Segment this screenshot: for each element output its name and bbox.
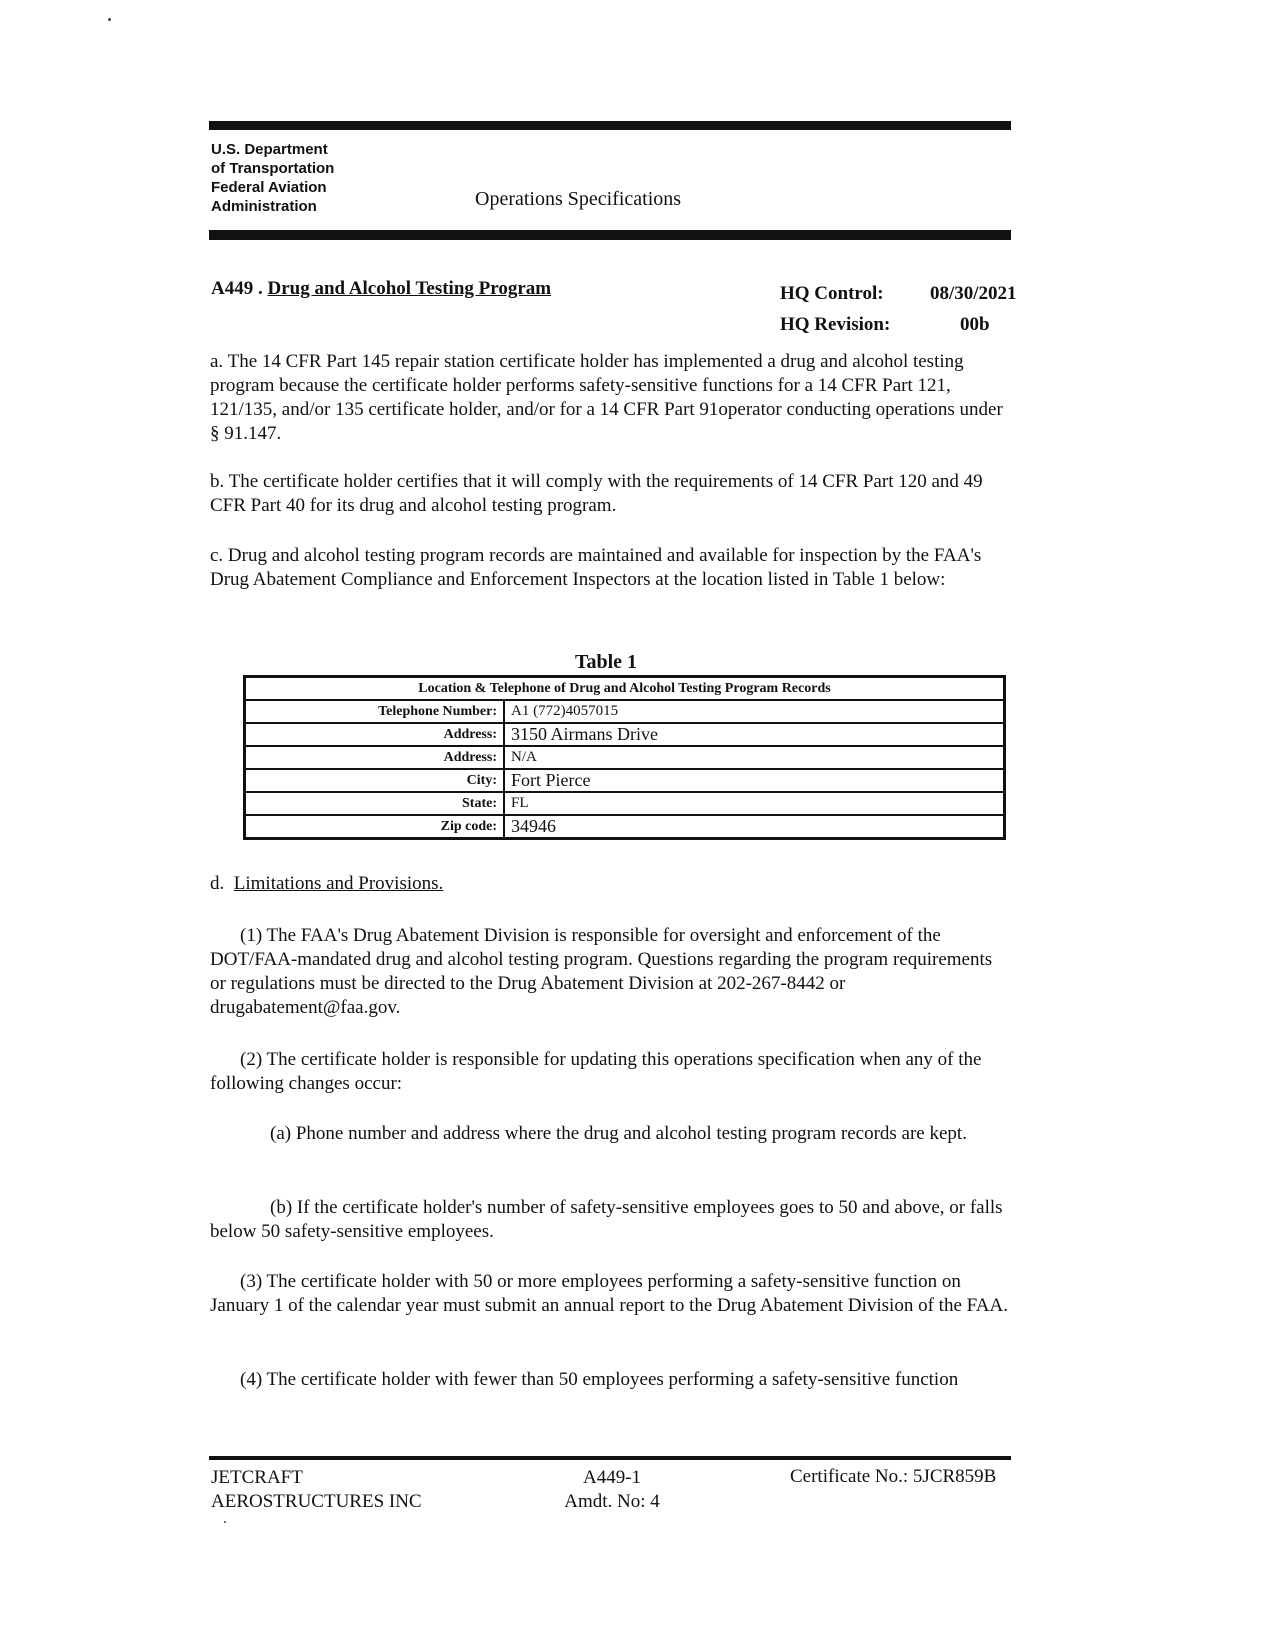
row-label: Zip code: xyxy=(245,815,505,839)
table-caption: Table 1 xyxy=(575,651,638,673)
records-location-table xyxy=(243,675,1006,840)
table-row xyxy=(245,746,1005,769)
agency-line: U.S. Department xyxy=(211,141,328,158)
table-row xyxy=(245,815,1005,839)
hq-control-value: 08/30/2021 xyxy=(930,283,1017,304)
row-value: 34946 xyxy=(504,815,1005,839)
provision-3: (3) The certificate holder with 50 or more employees performing a safety-sensitive function on January 1 of the calendar year must submit an annual report to the Drug Abatement Division of the FAA. xyxy=(210,1271,1008,1316)
provision-4: (4) The certificate holder with fewer than 50 employees performing a safety-sensitive function xyxy=(240,1369,959,1390)
row-value: FL xyxy=(504,792,1005,815)
provision-1: (1) The FAA's Drug Abatement Division is responsible for oversight and enforcement of the DOT/FAA-mandated drug and alcohol testing program. Questions regarding the program requirements or regulations must be directed to the Drug Abatement Division at 202-267-8442 or drugabatement@faa.gov. xyxy=(210,925,993,1018)
row-label: Telephone Number: xyxy=(245,700,505,723)
section-title: Drug and Alcohol Testing Program xyxy=(267,278,552,299)
row-label: State: xyxy=(245,792,505,815)
row-value: N/A xyxy=(504,746,1005,769)
amendment-number: Amdt. No: 4 xyxy=(564,1491,660,1512)
footer-company xyxy=(211,1466,422,1514)
row-value: A1 (772)4057015 xyxy=(504,700,1005,723)
table-row xyxy=(245,792,1005,815)
document-type: Operations Specifications xyxy=(475,188,682,210)
section-heading xyxy=(211,278,551,300)
company-line: JETCRAFT xyxy=(211,1467,303,1488)
agency-line: of Transportation xyxy=(211,160,335,177)
hq-info xyxy=(780,278,1017,340)
hq-revision-value: 00b xyxy=(960,314,990,335)
table-header: Location & Telephone of Drug and Alcohol Testing Program Records xyxy=(245,677,1005,701)
scan-speck xyxy=(108,18,111,21)
footer-rule xyxy=(209,1456,1011,1460)
agency-line: Administration xyxy=(211,198,317,215)
limitations-heading xyxy=(210,873,443,895)
page-id: A449-1 xyxy=(582,1467,642,1488)
hq-revision-label: HQ Revision: xyxy=(780,314,891,335)
header-top-rule xyxy=(209,121,1011,130)
row-label: City: xyxy=(245,769,505,792)
provision-2b: (b) If the certificate holder's number of safety-sensitive employees goes to 50 and above, or falls below 50 safety-sensitive employees. xyxy=(210,1197,1003,1242)
certificate-number: Certificate No.: 5JCR859B xyxy=(790,1466,997,1487)
provision-2: (2) The certificate holder is responsible for updating this operations specification when any of the following changes occur: xyxy=(210,1049,982,1094)
row-label: Address: xyxy=(245,746,505,769)
agency-name xyxy=(211,140,334,216)
row-value: 3150 Airmans Drive xyxy=(504,723,1005,746)
paragraph-c: c. Drug and alcohol testing program records are maintained and available for inspection by the FAA's Drug Abatement Compliance and Enforcement Inspectors at the location listed in Table 1 below: xyxy=(210,545,982,590)
table-row xyxy=(245,700,1005,723)
row-value: Fort Pierce xyxy=(504,769,1005,792)
table-row xyxy=(245,769,1005,792)
footer-page-info xyxy=(557,1466,667,1514)
limitations-prefix: d. xyxy=(210,873,225,894)
company-line: AEROSTRUCTURES INC xyxy=(211,1491,422,1512)
row-label: Address: xyxy=(245,723,505,746)
agency-line: Federal Aviation xyxy=(211,179,327,196)
limitations-title: Limitations and Provisions. xyxy=(233,873,444,894)
header-bottom-rule xyxy=(209,230,1011,240)
table-row xyxy=(245,723,1005,746)
scan-speck xyxy=(224,1521,226,1523)
hq-control-label: HQ Control: xyxy=(780,283,884,304)
paragraph-a: a. The 14 CFR Part 145 repair station certificate holder has implemented a drug and alcohol testing program because the certificate holder performs safety-sensitive functions for a 14 CFR Part 121, 121/135, and/or 135 certificate holder, and/or for a 14 CFR Part 91operator conducting operations under § 91.147. xyxy=(210,351,1003,444)
section-code: A449 . xyxy=(211,278,263,299)
paragraph-b: b. The certificate holder certifies that it will comply with the requirements of 14 CFR Part 120 and 49 CFR Part 40 for its drug and alcohol testing program. xyxy=(210,471,983,516)
provision-2a: (a) Phone number and address where the drug and alcohol testing program records are kept. xyxy=(270,1123,967,1144)
